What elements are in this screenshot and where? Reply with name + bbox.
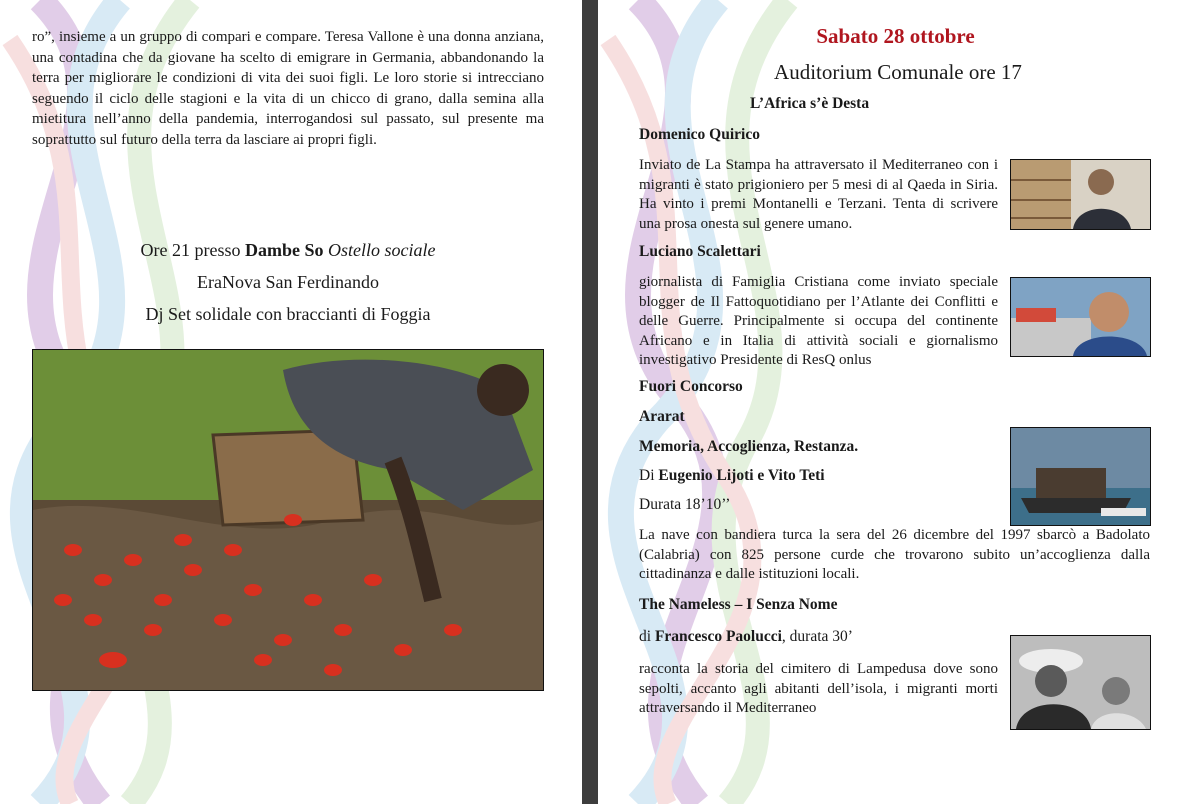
film-2-by-prefix: di: [639, 628, 655, 645]
event-date: Sabato 28 ottobre: [816, 24, 975, 48]
film-2-title: The Nameless – I Senza Nome: [639, 596, 838, 613]
speaker-1-bio: Inviato de La Stampa ha attraversato il Mediterraneo con i migranti è stato prigioniero per 5 mesi di al Qaeda in Siria. Ha vinto i premi Montanelli e Terzani. Tenta di scrivere una prosa onesta sul genere umano.: [639, 157, 998, 232]
film-1-photo: [1010, 427, 1151, 526]
film-2-duration: , durata 30’: [781, 628, 853, 645]
tomato-harvest-photo: [32, 349, 544, 691]
film-2-credits: [639, 628, 853, 646]
film-2-photo: [1010, 635, 1151, 730]
event-prefix: Ore 21 presso: [140, 240, 245, 260]
film-1-authors: Eugenio Lijoti e Vito Teti: [658, 467, 825, 484]
speaker-2-photo: [1010, 277, 1151, 357]
film-1-credits: [639, 467, 825, 485]
event-line-2: EraNova San Ferdinando: [197, 272, 379, 292]
film-2-description: racconta la storia del cimitero di Lampedusa dove sono sepolti, accanto agli abitanti dell’isola, i migranti morti attraversando il Mediterraneo: [639, 661, 998, 716]
film-1-duration: Durata 18’10’’: [639, 496, 731, 513]
left-page: [0, 0, 582, 804]
event-venue-italic: Ostello sociale: [328, 240, 436, 260]
film-1-title: Ararat: [639, 408, 685, 425]
event-line-1: [32, 240, 544, 261]
film-1-description: La nave con bandiera turca la sera del 26 dicembre del 1997 sbarcò a Badolato (Calabria) con 825 persone curde che trovarono subito un’accoglienza dalla cittadinanza e dalle istituzioni locali.: [639, 527, 1150, 582]
film-1-by-prefix: Di: [639, 467, 659, 484]
event-line-3: Dj Set solidale con braccianti di Foggia: [145, 304, 431, 324]
speaker-2-name: Luciano Scalettari: [639, 243, 761, 260]
film-1-subtitle: Memoria, Accoglienza, Restanza.: [639, 438, 859, 455]
speaker-1-name: Domenico Quirico: [639, 126, 760, 143]
intro-paragraph: ro”, insieme a un gruppo di compari e compare. Teresa Vallone è una donna anziana, una contadina che da giovane ha scelto di emigrare in Germania, abbandonando la terra per migliorare le condizioni di vita dei suoi figli. Le loro storie si intrecciano seguendo il ciclo delle stagioni e la vita di un chicco di grano, dalla semina alla mietitura nell’anno della pandemia, interrogandosi sul passato, sul presente ma soprattutto sul futuro della terra da lasciare ai propri figli.: [32, 29, 544, 148]
page-gutter: [582, 0, 598, 804]
film-2-author: Francesco Paolucci: [654, 628, 782, 645]
section-title: L’Africa s’è Desta: [750, 95, 870, 112]
speaker-2-bio: giornalista di Famiglia Cristiana come inviato speciale blogger de Il Fattoquotidiano per l’Atlante dei Conflitti e delle Guerre. Principalmente si occupa del continente Africano e in Italia di attività sociali e giornalismo investigativo Presidente di ResQ onlus: [639, 274, 998, 368]
speaker-1-photo: [1010, 159, 1151, 230]
event-venue-bold: Dambe So: [244, 240, 324, 260]
fuori-concorso-label: Fuori Concorso: [639, 378, 743, 395]
right-page: [598, 0, 1183, 804]
event-venue: Auditorium Comunale ore 17: [774, 60, 1022, 84]
